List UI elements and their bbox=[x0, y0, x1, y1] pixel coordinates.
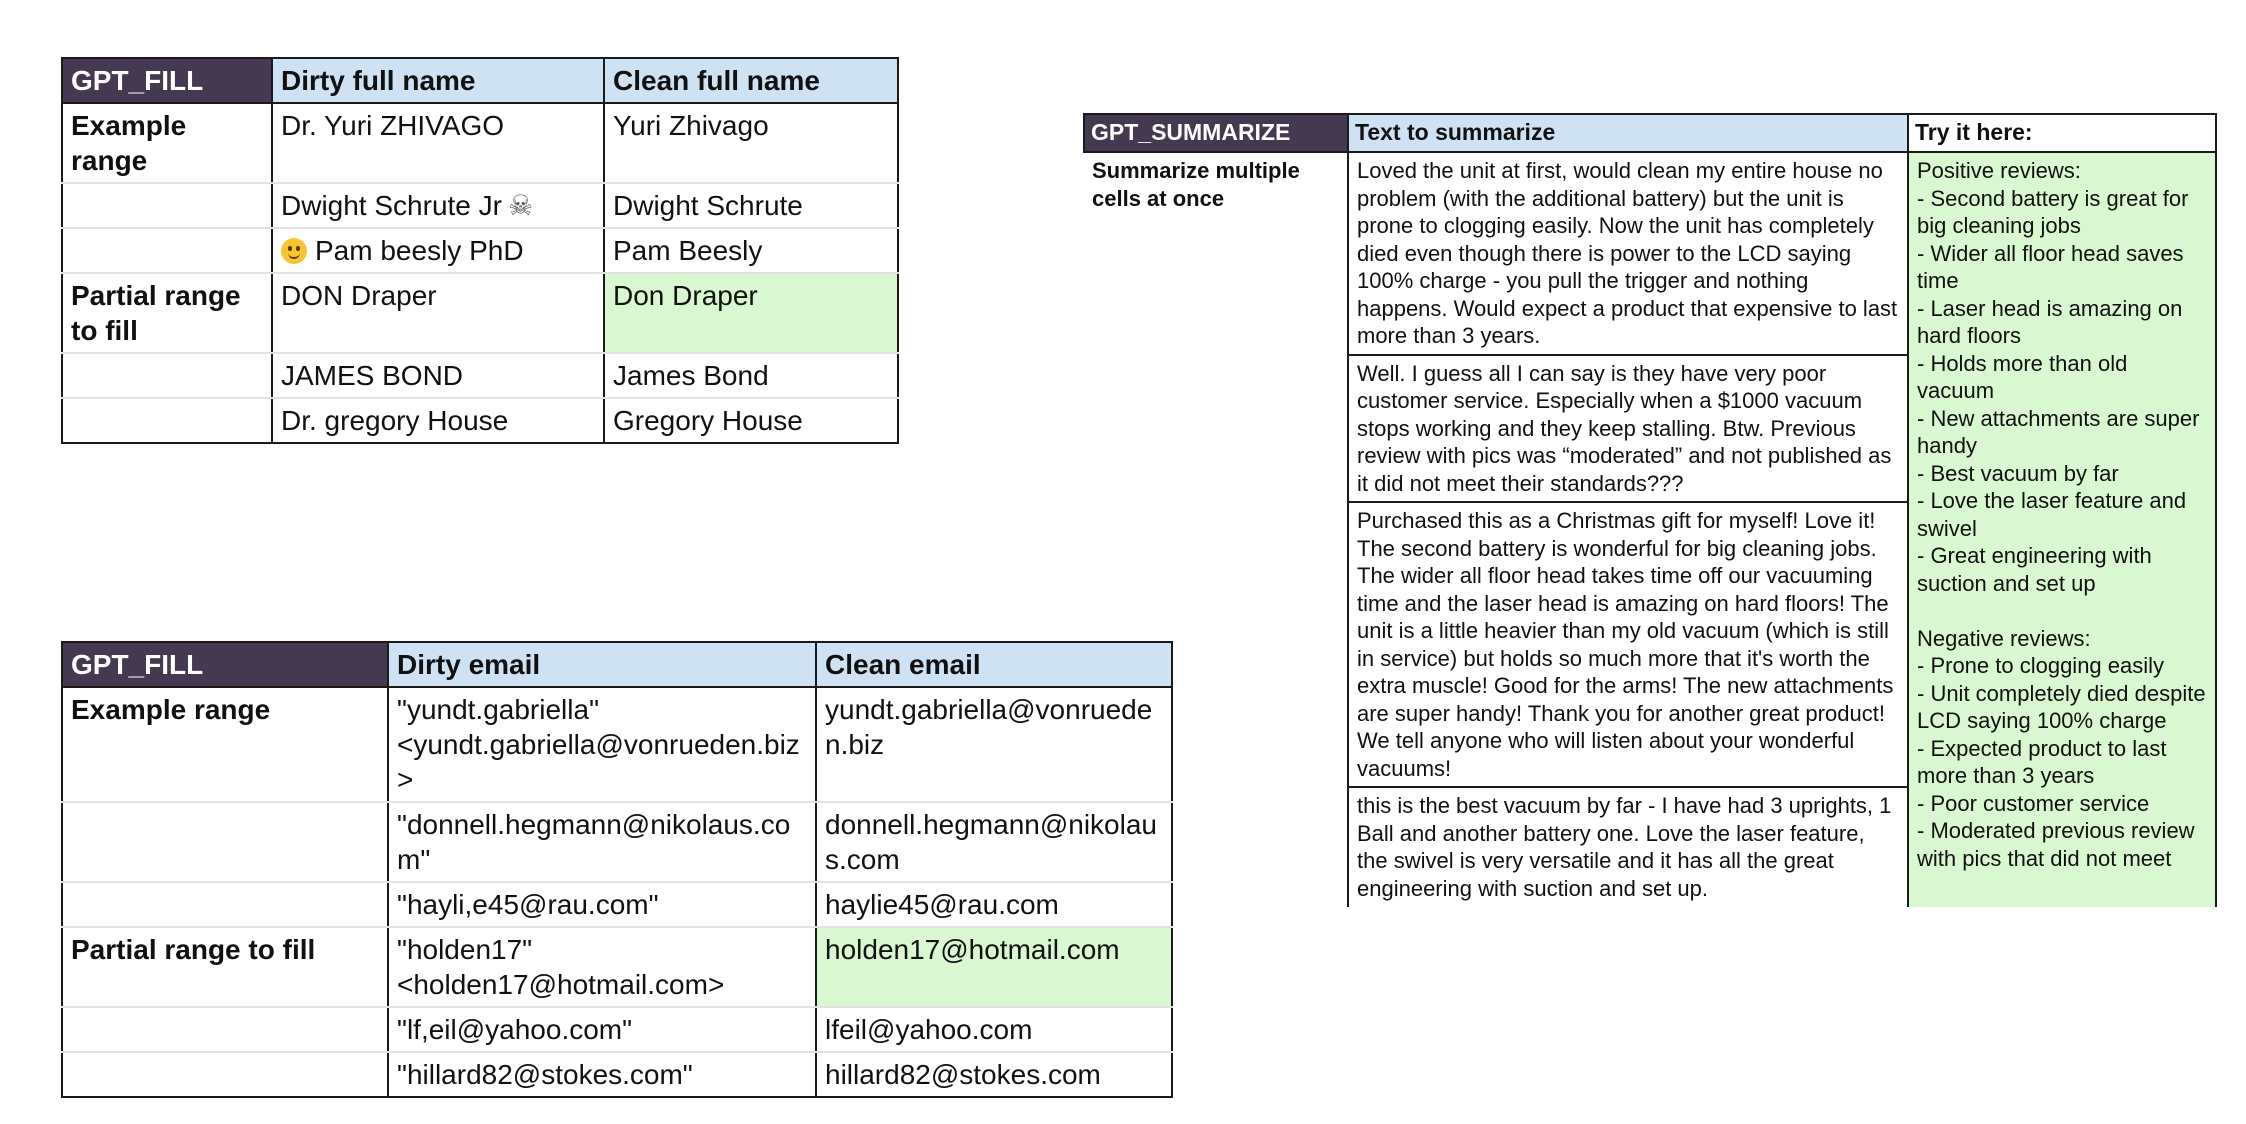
column-header-try[interactable]: Try it here: bbox=[1908, 114, 2216, 152]
review-cell[interactable]: Loved the unit at first, would clean my entire house no problem (with the additional battery) but the unit is prone to clogging easily. Now the unit has completely died even though there is power to the LCD saying 100% charge - you pull the trigger and nothing happens. Would expect a product that expensive to last more than 3 years. bbox=[1348, 152, 1908, 355]
column-header-clean[interactable]: Clean email bbox=[816, 642, 1172, 687]
clean-cell[interactable]: donnell.hegmann@nikolaus.com bbox=[816, 802, 1172, 882]
empty-cell[interactable] bbox=[62, 228, 272, 273]
filled-clean-cell[interactable]: holden17@hotmail.com bbox=[816, 927, 1172, 1007]
clean-cell[interactable]: hillard82@stokes.com bbox=[816, 1052, 1172, 1097]
clean-cell[interactable]: yundt.gabriella@vonrueden.biz bbox=[816, 687, 1172, 802]
dirty-cell[interactable]: "donnell.hegmann@nikolaus.com" bbox=[388, 802, 816, 882]
review-cell[interactable]: this is the best vacuum by far - I have had 3 uprights, 1 Ball and another battery one. Love the laser feature, the swivel is very versatile and it has all the great engineering with suction and set up. bbox=[1348, 787, 1908, 907]
empty-cell[interactable] bbox=[62, 183, 272, 228]
empty-cell[interactable] bbox=[62, 1007, 388, 1052]
dirty-cell[interactable]: DON Draper bbox=[272, 273, 604, 353]
clean-cell[interactable]: Dwight Schrute bbox=[604, 183, 898, 228]
column-header-text[interactable]: Text to summarize bbox=[1348, 114, 1908, 152]
column-header-dirty[interactable]: Dirty email bbox=[388, 642, 816, 687]
function-name-cell[interactable]: GPT_FILL bbox=[62, 58, 272, 103]
slightly-smiling-face-icon bbox=[281, 238, 307, 264]
example-range-label[interactable]: Example range bbox=[62, 103, 272, 183]
clean-cell[interactable]: James Bond bbox=[604, 353, 898, 398]
dirty-text: Pam beesly PhD bbox=[315, 235, 524, 266]
summarize-table bbox=[1083, 113, 2217, 907]
column-header-clean[interactable]: Clean full name bbox=[604, 58, 898, 103]
clean-cell[interactable]: Gregory House bbox=[604, 398, 898, 443]
clean-cell[interactable]: Yuri Zhivago bbox=[604, 103, 898, 183]
empty-cell[interactable] bbox=[62, 398, 272, 443]
empty-cell[interactable] bbox=[62, 802, 388, 882]
clean-cell[interactable]: Pam Beesly bbox=[604, 228, 898, 273]
dirty-cell[interactable]: Dr. gregory House bbox=[272, 398, 604, 443]
partial-range-label[interactable]: Partial range to fill bbox=[62, 927, 388, 1007]
fill-names-table bbox=[61, 57, 899, 444]
function-name-cell[interactable]: GPT_SUMMARIZE bbox=[1084, 114, 1348, 152]
example-range-label[interactable]: Example range bbox=[62, 687, 388, 802]
summarize-label[interactable]: Summarize multiple cells at once bbox=[1092, 158, 1300, 211]
empty-cell[interactable] bbox=[62, 1052, 388, 1097]
review-cell[interactable]: Purchased this as a Christmas gift for myself! Love it! The second battery is wonderful for big cleaning jobs. The wider all floor head takes time off our vacuuming time and the laser head is amazing on hard floors! The unit is a little heavier than my old vacuum (which is still in service) but holds so much more that it's worth the extra muscle! Good for the arms! The new attachments are super handy! Thank you for another great product! We tell anyone who will listen about your wonderful vacuums! bbox=[1348, 502, 1908, 787]
empty-cell[interactable] bbox=[62, 882, 388, 927]
summary-result-cell[interactable]: Positive reviews: - Second battery is great for big cleaning jobs - Wider all floor head saves time - Laser head is amazing on hard floors - Holds more than old vacuum - New attachments are super handy - Best vacuum by far - Love the laser feature and swivel - Great engineering with suction and set up Negative reviews: - Prone to clogging easily - Unit completely died despite LCD saying 100% charge - Expected product to last more than 3 years - Poor customer service - Moderated previous review with pics that did not meet bbox=[1908, 152, 2216, 907]
filled-clean-cell[interactable]: Don Draper bbox=[604, 273, 898, 353]
dirty-cell[interactable]: "lf,eil@yahoo.com" bbox=[388, 1007, 816, 1052]
column-header-dirty[interactable]: Dirty full name bbox=[272, 58, 604, 103]
dirty-cell[interactable]: "hayli,e45@rau.com" bbox=[388, 882, 816, 927]
partial-range-label[interactable]: Partial range to fill bbox=[62, 273, 272, 353]
dirty-cell[interactable]: "yundt.gabriella" <yundt.gabriella@vonrueden.biz> bbox=[388, 687, 816, 802]
dirty-cell[interactable] bbox=[272, 228, 604, 273]
fill-emails-table bbox=[61, 641, 1173, 1098]
dirty-cell[interactable] bbox=[272, 183, 604, 228]
dirty-cell[interactable]: "holden17" <holden17@hotmail.com> bbox=[388, 927, 816, 1007]
dirty-cell[interactable]: "hillard82@stokes.com" bbox=[388, 1052, 816, 1097]
clean-cell[interactable]: lfeil@yahoo.com bbox=[816, 1007, 1172, 1052]
empty-cell[interactable] bbox=[62, 353, 272, 398]
clean-cell[interactable]: haylie45@rau.com bbox=[816, 882, 1172, 927]
skull-crossbones-icon: ☠ bbox=[507, 190, 534, 221]
review-cell[interactable]: Well. I guess all I can say is they have very poor customer service. Especially when a $1000 vacuum stops working and they keep stalling. Btw. Previous review with pics was “moderated” and not published as it did not meet their standards??? bbox=[1348, 355, 1908, 503]
dirty-cell[interactable]: Dr. Yuri ZHIVAGO bbox=[272, 103, 604, 183]
dirty-cell[interactable]: JAMES BOND bbox=[272, 353, 604, 398]
function-name-cell[interactable]: GPT_FILL bbox=[62, 642, 388, 687]
dirty-text: Dwight Schrute Jr bbox=[281, 190, 502, 221]
